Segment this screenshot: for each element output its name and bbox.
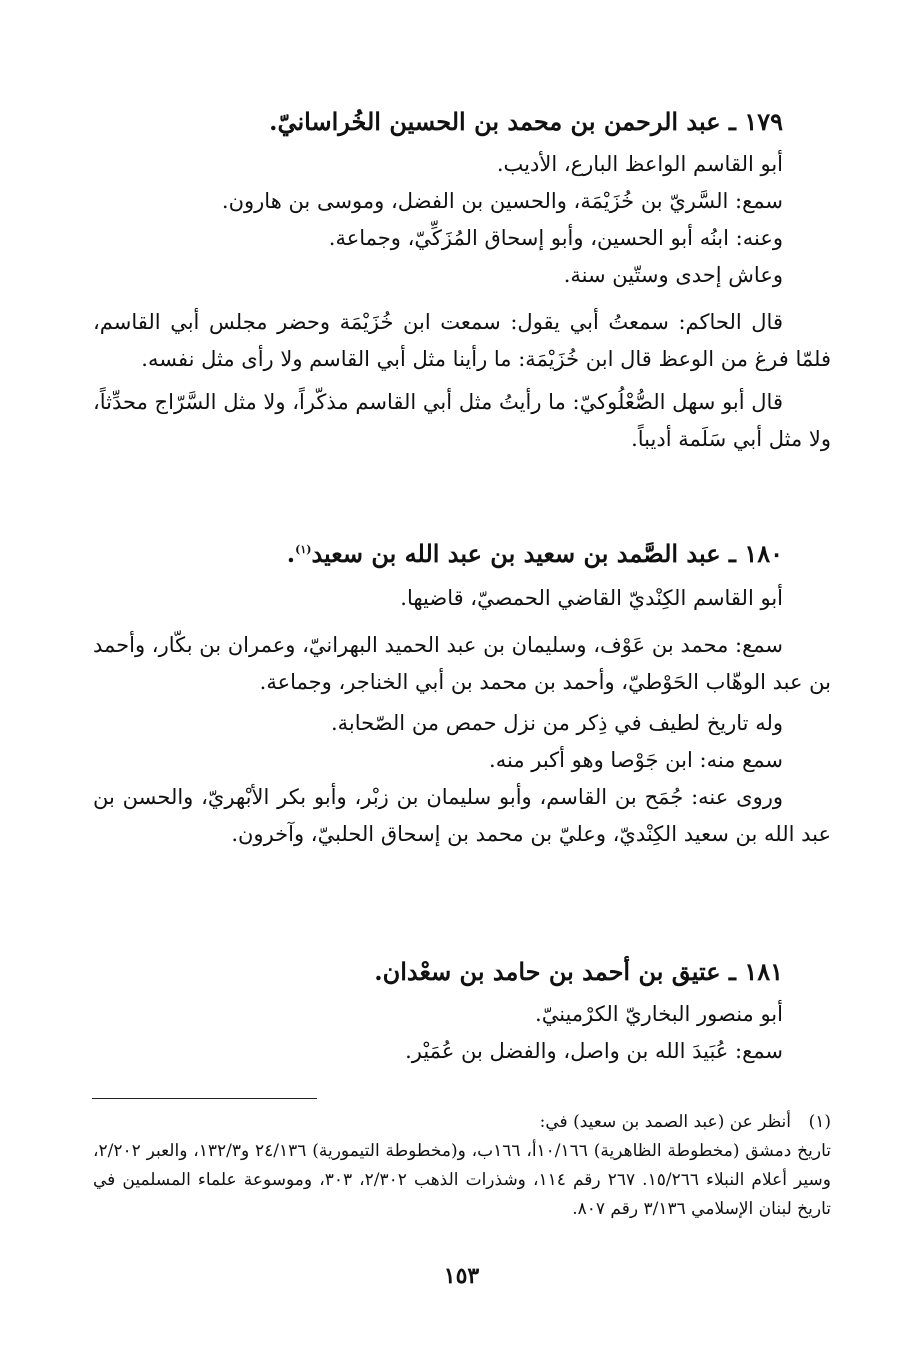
entry-181 <box>93 954 831 1070</box>
footnote-mark: (١) <box>808 1112 831 1132</box>
text-line: سمع منه: ابن جَوْصا وهو أكبر منه. <box>489 748 783 772</box>
text-line: أبو القاسم الكِنْديّ القاضي الحمصيّ، قاضيها. <box>400 586 783 610</box>
text-line: أبو منصور البخاريّ الكرْمينيّ. <box>535 1002 783 1026</box>
footnote-first-line <box>93 1108 831 1137</box>
paragraph: قال الحاكم: سمعتُ أبي يقول: سمعت ابن خُزَيْمَة وحضر مجلس أبي القاسم، فلمّا فرغ من الوعظ قال ابن خُزَيْمَة: ما رأينا مثل أبي القاسم ولا رأى مثل نفسه. <box>93 310 831 371</box>
text-line: سمع: عُبَيدَ الله بن واصل، والفضل بن عُمَيْر. <box>405 1039 783 1063</box>
entry-180 <box>93 532 831 853</box>
footnote-reference: (١) <box>295 543 312 556</box>
text-line: وله تاريخ لطيف في ذِكر من نزل حمص من الصّحابة. <box>330 711 783 735</box>
paragraph: سمع: محمد بن عَوْف، وسليمان بن عبد الحميد البهرانيّ، وعمران بن بكّار، وأحمد بن عبد الوهّاب الحَوْطيّ، وأحمد بن محمد بن أبي الخناجر، وجماعة. <box>93 633 831 694</box>
text-line: وعنه: ابنُه أبو الحسين، وأبو إسحاق المُزَكِّيّ، وجماعة. <box>328 226 783 250</box>
entry-179 <box>93 104 831 458</box>
text-line: أبو القاسم الواعظ البارع، الأديب. <box>496 152 783 176</box>
paragraph: قال أبو سهل الصُّعْلُوكيّ: ما رأيتُ مثل أبي القاسم مذكّراً، ولا مثل السَّرّاج محدِّثاً، ولا مثل أبي سَلَمة أديباً. <box>93 390 831 451</box>
entry-title-end: . <box>286 539 296 568</box>
paragraph: وروى عنه: جُمَح بن القاسم، وأبو سليمان بن زبْر، وأبو بكر الأبْهريّ، والحسن بن عبد الله بن سعيد الكِنْديّ، وعليّ بن محمد بن إسحاق الحلبيّ، وآخرون. <box>93 785 831 846</box>
entry-title <box>93 532 831 572</box>
text-line: سمع: السَّريّ بن خُزَيْمَة، والحسين بن الفضل، وموسى بن هارون. <box>221 189 783 213</box>
footnote-line: أنظر عن (عبد الصمد بن سعيد) في: <box>539 1112 791 1132</box>
entry-title-text: ١٨٠ ـ عبد الصَّمد بن سعيد بن عبد الله بن سعيد <box>311 539 783 568</box>
text-line: وعاش إحدى وستّين سنة. <box>563 263 783 287</box>
footnote-line: تاريخ دمشق (مخطوطة الظاهرية) ١٠/١٦٦أ، ١٦٦ب، و(مخطوطة التيمورية) ٢٤/١٣٦ و١٣٢/٣، والعبر ٢/٢٠٢، وسير أعلام النبلاء ١٥/٢٦٦. ٢٦٧ رقم ١١٤، وشذرات الذهب ٢/٣٠٢، ٣٠٣، وموسوعة علماء المسلمين في تاريخ لبنان الإسلامي ٣/١٣٦ رقم ٨٠٧. <box>93 1141 832 1219</box>
entry-title: ١٧٩ ـ عبد الرحمن بن محمد بن الحسين الخُراسانيّ. <box>269 107 783 136</box>
footnotes <box>93 1108 831 1224</box>
footnote-separator <box>92 1098 317 1099</box>
page-number: ١٥٣ <box>443 1263 480 1289</box>
entry-title: ١٨١ ـ عتيق بن أحمد بن حامد بن سعْدان. <box>374 957 783 986</box>
